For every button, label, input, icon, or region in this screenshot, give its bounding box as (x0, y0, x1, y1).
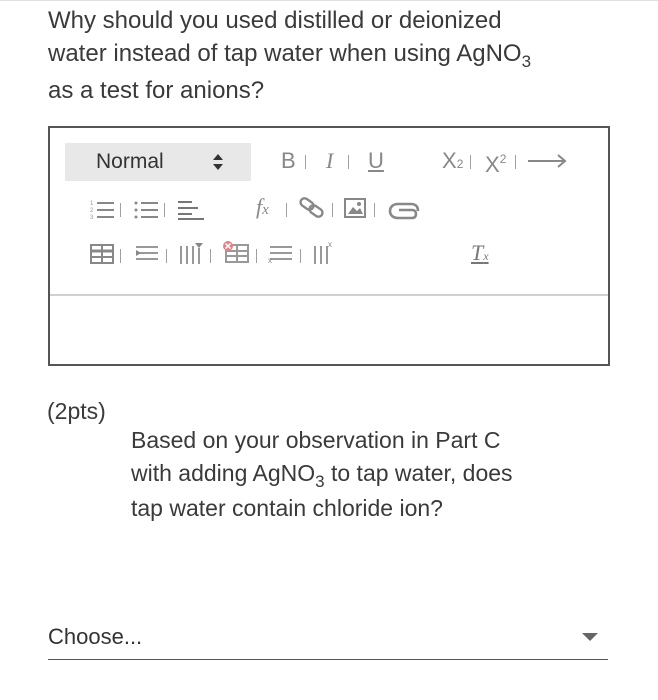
format-select-label: Normal (96, 150, 164, 173)
image-icon[interactable] (344, 198, 366, 218)
points-label: (2pts) (47, 398, 106, 424)
delete-table-icon[interactable] (222, 240, 250, 264)
separator (348, 155, 349, 169)
formula-icon[interactable]: fx (256, 194, 269, 219)
bullet-list-icon[interactable] (134, 198, 158, 220)
question-1-line-2: water instead of tap water when using AgNO$_3$ (48, 40, 532, 71)
separator (210, 249, 211, 263)
answer-select[interactable] (48, 615, 608, 660)
separator (470, 155, 471, 169)
top-border (0, 0, 658, 1)
italic-icon[interactable]: I (326, 148, 334, 173)
question-2-line-2: with adding AgNO$_3$ to tap water, does (131, 460, 513, 491)
editor-content-area[interactable] (50, 296, 608, 364)
clear-format-icon[interactable]: Tx (471, 240, 489, 265)
separator (164, 203, 165, 217)
separator (300, 249, 301, 263)
subscript-icon[interactable]: X2 (442, 148, 464, 173)
svg-text:3: 3 (90, 215, 94, 220)
ordered-list-icon[interactable] (90, 198, 114, 220)
arrow-right-icon[interactable] (528, 154, 568, 168)
question-1-line-1: Why should you used distilled or deionized (48, 7, 502, 34)
separator (120, 249, 121, 263)
separator (256, 249, 257, 263)
delete-column-icon[interactable] (312, 240, 336, 264)
editor-toolbar (50, 128, 608, 294)
separator (332, 203, 333, 217)
separator (166, 249, 167, 263)
superscript-icon[interactable]: $X^2$ (485, 152, 507, 177)
select-arrows-icon (212, 151, 224, 173)
delete-row-icon[interactable] (268, 244, 294, 264)
separator (286, 203, 287, 217)
question-1-text (48, 4, 608, 107)
svg-text:x: x (328, 240, 332, 249)
format-select[interactable] (65, 143, 251, 181)
column-tools-icon[interactable] (178, 242, 204, 264)
question-1-line-3: as a test for anions? (48, 77, 265, 104)
svg-text:x: x (268, 256, 272, 264)
row-tools-icon[interactable] (134, 244, 160, 264)
attachment-icon[interactable] (388, 202, 422, 220)
separator (120, 203, 121, 217)
svg-text:1: 1 (90, 201, 94, 207)
answer-select-label: Choose... (48, 624, 143, 649)
question-2-line-3: tap water contain chloride ion? (131, 495, 443, 521)
separator (374, 203, 375, 217)
separator (305, 155, 306, 169)
bold-icon[interactable]: B (281, 148, 296, 173)
dropdown-caret-icon (582, 633, 598, 641)
align-icon[interactable] (178, 198, 204, 220)
underline-icon[interactable]: U (368, 148, 384, 173)
rich-text-editor (48, 126, 610, 366)
question-2-line-1: Based on your observation in Part C (131, 427, 501, 453)
question-2-text (131, 424, 591, 525)
separator (515, 155, 516, 169)
svg-text:2: 2 (90, 208, 94, 214)
table-icon[interactable] (90, 244, 114, 264)
link-icon[interactable] (298, 196, 326, 220)
